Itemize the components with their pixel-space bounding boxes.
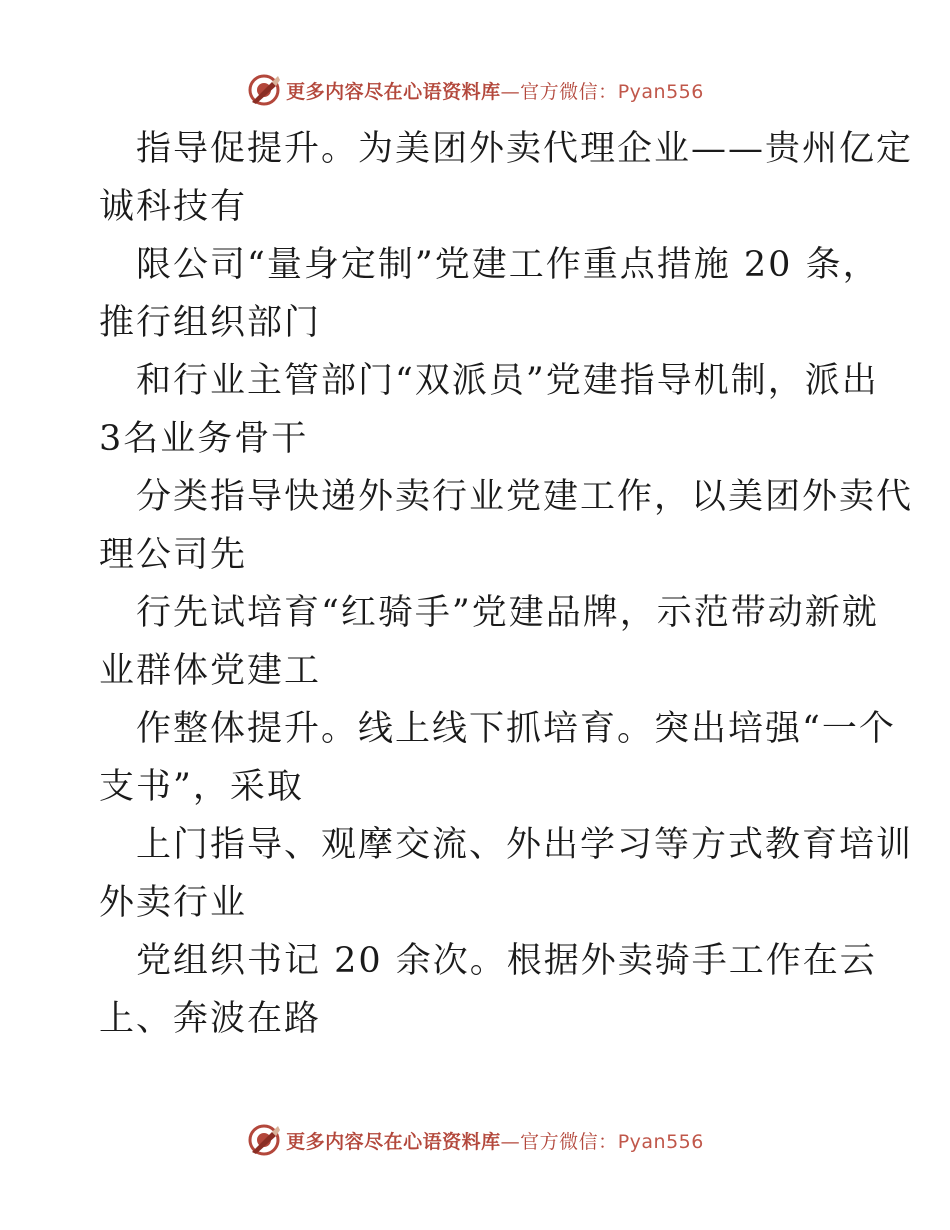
logo-icon [246, 72, 282, 108]
wechat-id: Pyan556 [617, 80, 704, 103]
body-line: 支书”，采取 [99, 767, 304, 807]
header-banner [0, 70, 950, 110]
body-line: 上、奔波在路 [99, 999, 322, 1039]
body-line: 和行业主管部门“双派员”党建指导机制，派出 [136, 361, 879, 401]
body-line: 外卖行业 [99, 883, 248, 923]
footer-banner [0, 1120, 950, 1160]
body-line: 推行组织部门 [99, 303, 322, 343]
body-line: 分类指导快递外卖行业党建工作，以美团外卖代 [136, 477, 914, 517]
body-line: 党组织书记 20 余次。根据外卖骑手工作在云 [136, 941, 877, 981]
separator-dash: — [500, 1130, 521, 1153]
body-line: 3名业务骨干 [99, 419, 309, 459]
body-line: 指导促提升。为美团外卖代理企业——贵州亿定 [136, 129, 914, 169]
wechat-label: 官方微信： [520, 1130, 618, 1153]
body-line: 业群体党建工 [99, 651, 322, 691]
body-line: 作整体提升。线上线下抓培育。突出培强“一个 [136, 709, 896, 749]
brand-text: 更多内容尽在心语资料库 [286, 80, 501, 103]
body-line: 行先试培育“红骑手”党建品牌，示范带动新就 [136, 593, 879, 633]
wechat-id: Pyan556 [617, 1130, 704, 1153]
body-line: 上门指导、观摩交流、外出学习等方式教育培训 [136, 825, 914, 865]
body-line: 限公司“量身定制”党建工作重点措施 20 条， [136, 245, 880, 285]
footer-text [286, 1127, 704, 1154]
body-line: 理公司先 [99, 535, 248, 575]
brand-text: 更多内容尽在心语资料库 [286, 1130, 501, 1153]
body-line: 诚科技有 [99, 187, 248, 227]
document-body [99, 120, 914, 1048]
wechat-label: 官方微信： [520, 80, 618, 103]
header-text [286, 77, 704, 104]
separator-dash: — [500, 80, 521, 103]
logo-icon [246, 1122, 282, 1158]
